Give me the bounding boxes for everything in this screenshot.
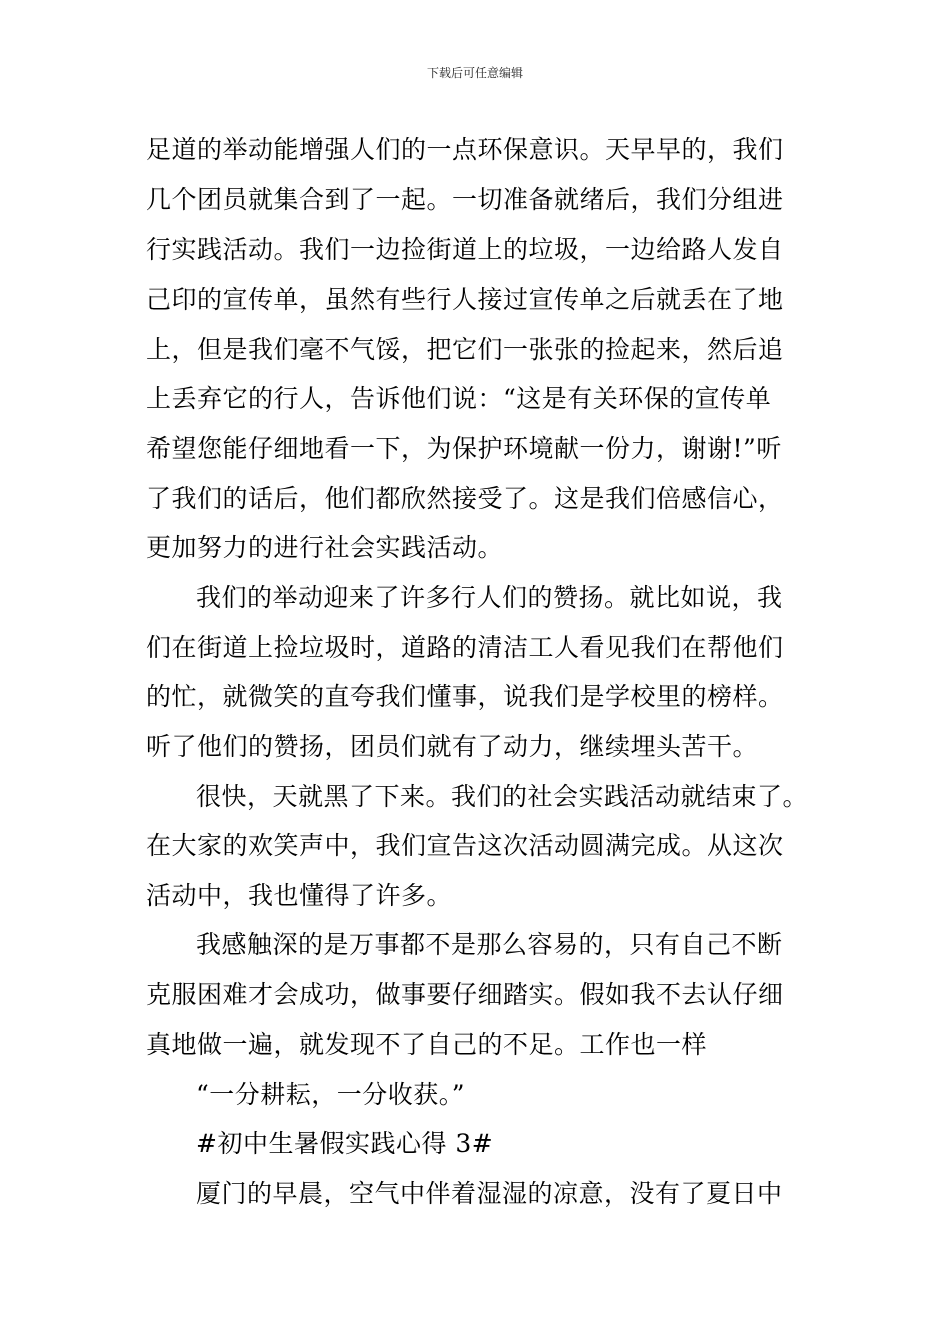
paragraph-line: 厦门的早晨，空气中伴着湿湿的凉意，没有了夏日中 bbox=[196, 1179, 783, 1208]
paragraph-line: 们在街道上捡垃圾时，道路的清洁工人看见我们在帮他们 bbox=[146, 633, 784, 662]
paragraph-line: 了我们的话后，他们都欣然接受了。这是我们倍感信心， bbox=[146, 484, 784, 513]
paragraph-line: 足道的举动能增强人们的一点环保意识。天早早的，我们 bbox=[146, 135, 784, 164]
paragraph-line: 我们的举动迎来了许多行人们的赞扬。就比如说，我 bbox=[196, 583, 783, 612]
paragraph-line: 己印的宣传单，虽然有些行人接过宣传单之后就丢在了地 bbox=[146, 285, 784, 314]
paragraph-line: 几个团员就集合到了一起。一切准备就绪后，我们分组进 bbox=[146, 185, 784, 214]
paragraph-line: 行实践活动。我们一边捡街道上的垃圾，一边给路人发自 bbox=[146, 235, 784, 264]
paragraph-line: 克服困难才会成功，做事要仔细踏实。假如我不去认仔细 bbox=[146, 980, 784, 1009]
quote-line: “一分耕耘，一分收获。” bbox=[196, 1080, 466, 1109]
section-heading: #初中生暑假实践心得 3# bbox=[196, 1129, 494, 1158]
paragraph-line: 活动中，我也懂得了许多。 bbox=[146, 881, 453, 910]
paragraph-line: 听了他们的赞扬，团员们就有了动力，继续埋头苦干。 bbox=[146, 732, 759, 761]
paragraph-line: 更加努力的进行社会实践活动。 bbox=[146, 533, 504, 562]
page-header: 下载后可任意编辑 bbox=[426, 66, 523, 80]
paragraph-line: 的忙，就微笑的直夸我们懂事，说我们是学校里的榜样。 bbox=[146, 682, 784, 711]
paragraph-line: 我感触深的是万事都不是那么容易的，只有自己不断 bbox=[196, 930, 783, 959]
paragraph-line: 上丢弃它的行人，告诉他们说：“这是有关环保的宣传单 bbox=[146, 384, 772, 413]
paragraph-line: 在大家的欢笑声中，我们宣告这次活动圆满完成。从这次 bbox=[146, 831, 784, 860]
paragraph-line: 很快，天就黑了下来。我们的社会实践活动就结束了。 bbox=[196, 782, 809, 811]
paragraph-line: 希望您能仔细地看一下，为保护环境献一份力，谢谢!”听 bbox=[146, 434, 782, 463]
paragraph-line: 上，但是我们毫不气馁，把它们一张张的捡起来，然后追 bbox=[146, 335, 784, 364]
paragraph-line: 真地做一遍，就发现不了自己的不足。工作也一样 bbox=[146, 1030, 708, 1059]
